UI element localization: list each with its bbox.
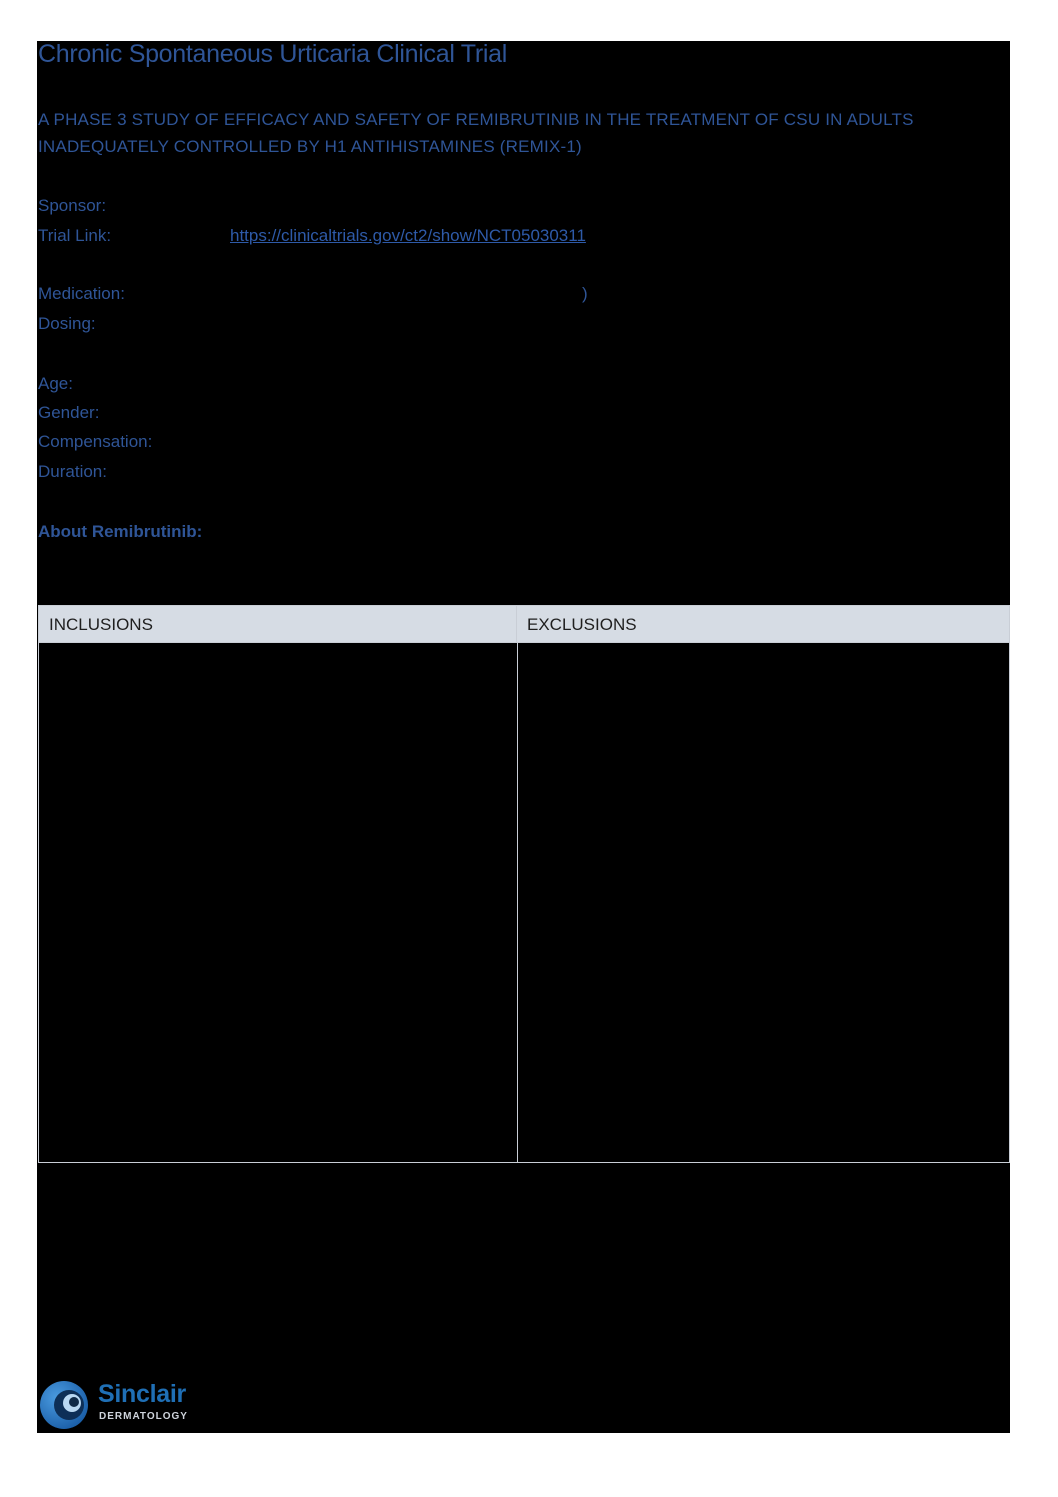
logo-eye-icon: [39, 1380, 89, 1430]
study-subtitle: A PHASE 3 STUDY OF EFFICACY AND SAFETY OF REMIBRUTINIB IN THE TREATMENT OF CSU IN ADULTS INADEQUATELY CONTROLLED BY H1 ANTIHISTAMINES (REMIX-1): [38, 110, 914, 156]
medication-closing-paren: ): [582, 284, 588, 303]
inclusions-cell: [39, 643, 518, 1162]
compensation-label: Compensation:: [38, 432, 153, 451]
exclusions-header: EXCLUSIONS: [517, 606, 1009, 643]
duration-label: Duration:: [38, 462, 107, 481]
trial-link[interactable]: https://clinicaltrials.gov/ct2/show/NCT05030311: [230, 226, 586, 245]
sponsor-label: Sponsor:: [38, 196, 107, 215]
trial-link-label: Trial Link:: [38, 226, 112, 245]
exclusions-cell: [517, 643, 1009, 1162]
logo-subtitle: DERMATOLOGY: [99, 1411, 188, 1422]
sinclair-logo: [39, 1378, 209, 1428]
inclusions-header: INCLUSIONS: [39, 606, 517, 643]
medication-label: Medication:: [38, 284, 125, 303]
dosing-label: Dosing:: [38, 314, 96, 333]
criteria-table: [38, 605, 1010, 1163]
page-title: Chronic Spontaneous Urticaria Clinical Trial: [38, 40, 507, 68]
logo-wordmark: Sinclair: [98, 1380, 186, 1408]
about-heading: About Remibrutinib:: [38, 522, 203, 541]
age-label: Age:: [38, 374, 73, 393]
gender-label: Gender:: [38, 403, 100, 422]
